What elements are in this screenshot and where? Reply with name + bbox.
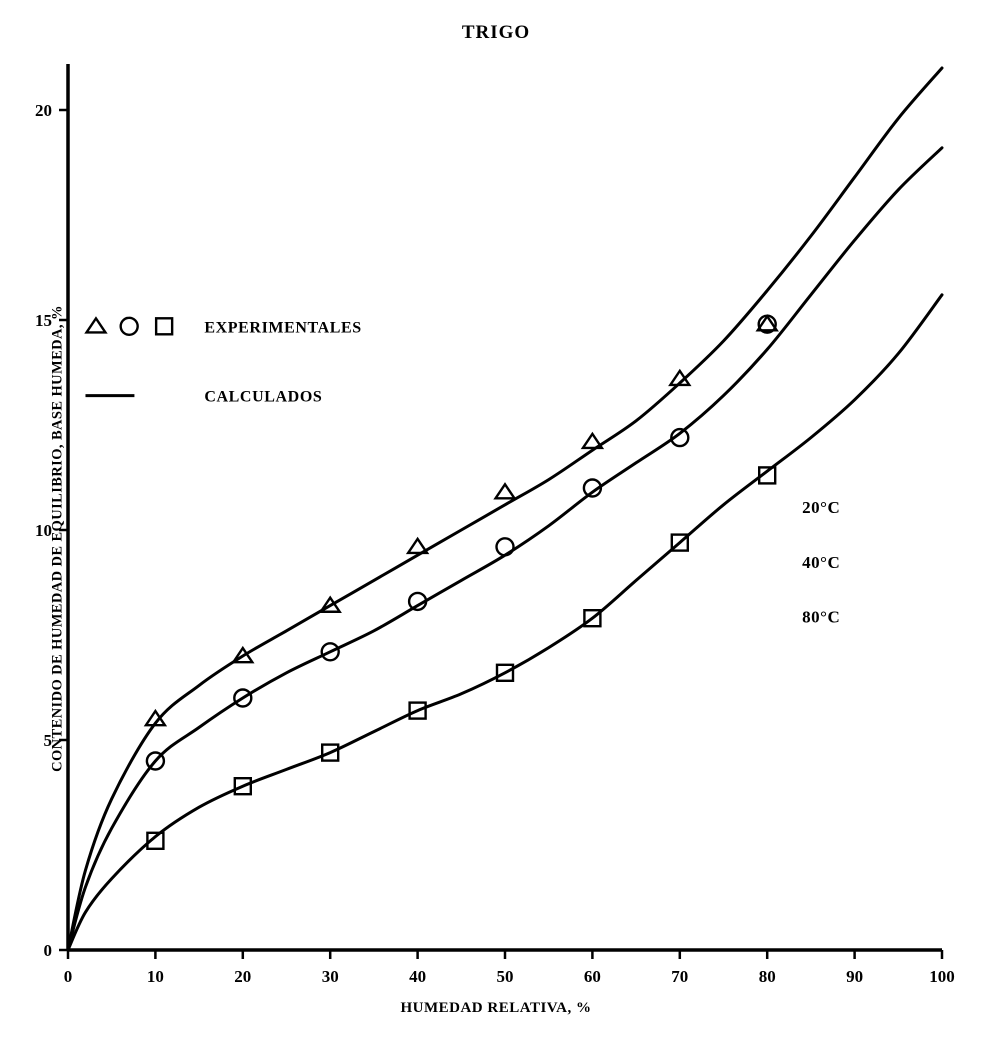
- series-40C: [68, 148, 942, 950]
- x-axis-label: HUMEDAD RELATIVA, %: [400, 1000, 592, 1016]
- y-axis-label: CONTENIDO DE HUMEDAD DE EQUILIBRIO, BASE HUMEDA, %: [49, 305, 66, 772]
- marker-triangle: [496, 484, 515, 498]
- x-tick-label: 50: [496, 967, 514, 986]
- marker-triangle: [408, 539, 427, 553]
- x-tick-label: 20: [234, 967, 252, 986]
- legend-label-experimentales: EXPERIMENTALES: [204, 319, 362, 337]
- x-tick-label: 70: [671, 967, 689, 986]
- y-tick-label: 5: [43, 731, 52, 750]
- x-tick-label: 40: [409, 967, 427, 986]
- annotation-80C: 80°C: [802, 607, 841, 627]
- annotation-20C: 20°C: [802, 498, 841, 518]
- y-tick-label: 15: [35, 311, 52, 330]
- y-tick-label: 20: [35, 101, 52, 120]
- legend: [85, 318, 361, 406]
- x-tick-label: 80: [758, 967, 776, 986]
- marker-circle: [121, 318, 138, 335]
- marker-square: [156, 318, 172, 334]
- x-tick-label: 10: [146, 967, 164, 986]
- x-tick-label: 60: [583, 967, 601, 986]
- x-tick-label: 30: [321, 967, 339, 986]
- marker-triangle: [87, 318, 106, 332]
- x-tick-label: 90: [846, 967, 864, 986]
- x-tick-label: 100: [929, 967, 955, 986]
- y-tick-label: 10: [35, 521, 52, 540]
- marker-circle: [497, 538, 514, 555]
- chart-title: TRIGO: [461, 22, 531, 43]
- legend-label-calculados: CALCULADOS: [204, 388, 323, 406]
- y-tick-label: 0: [43, 941, 52, 960]
- marker-triangle: [583, 434, 602, 448]
- series-curve: [68, 148, 942, 950]
- x-tick-label: 0: [63, 967, 73, 986]
- annotation-40C: 40°C: [802, 552, 841, 572]
